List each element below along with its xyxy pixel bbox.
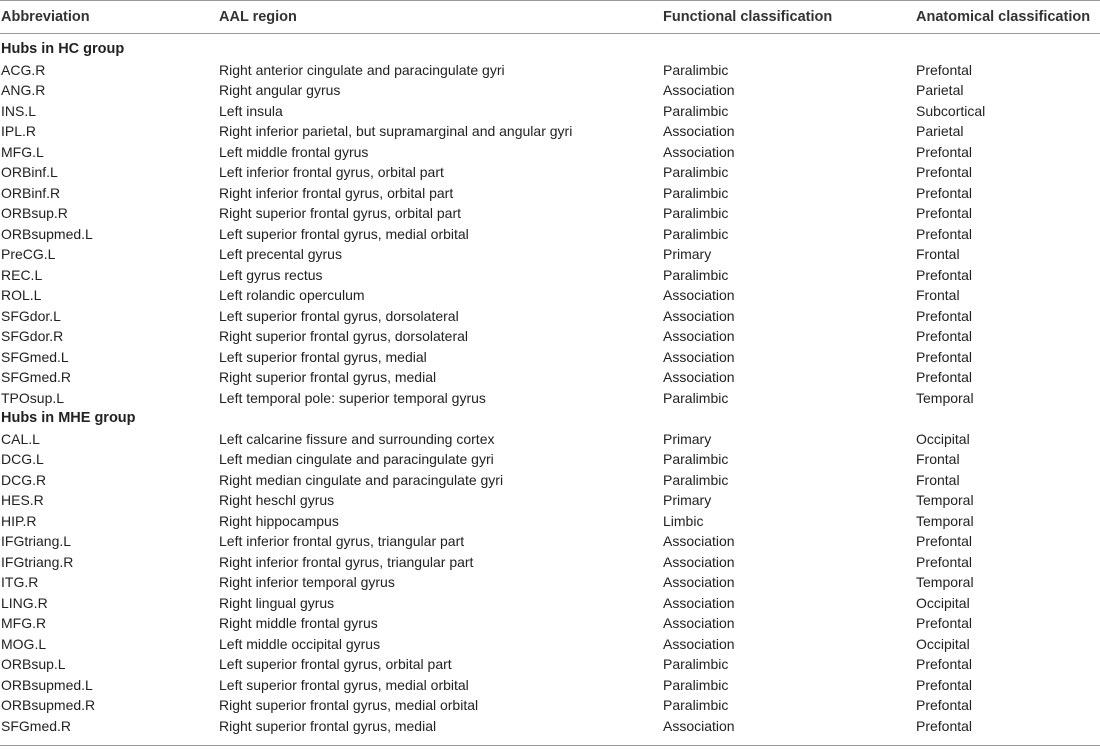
cell-abbreviation: ORBsupmed.R: [1, 697, 96, 713]
table-row: [0, 449, 1100, 470]
cell-functional-class: Paralimbic: [663, 697, 729, 713]
cell-aal-region: Left precental gyrus: [219, 246, 342, 262]
table-row: [0, 60, 1100, 81]
table-row: [0, 203, 1100, 224]
cell-anatomical-class: Occipital: [916, 430, 970, 447]
table-row: [0, 388, 1100, 409]
cell-functional-class: Paralimbic: [663, 656, 729, 672]
cell-anatomical-class: Parietal: [916, 123, 964, 139]
cell-aal-region: Left rolandic operculum: [219, 287, 365, 303]
cell-aal-region: Right heschl gyrus: [219, 492, 335, 508]
table-row: [0, 306, 1100, 327]
cell-abbreviation: MOG.L: [1, 635, 47, 652]
cell-functional-class: Association: [663, 717, 735, 734]
cell-abbreviation: SFGmed.L: [1, 348, 69, 365]
cell-aal-region: Right inferior temporal gyrus: [219, 574, 395, 590]
header-functional-classification: Functional classification: [663, 9, 833, 25]
cell-abbreviation: LING.R: [1, 594, 48, 611]
table-row: [0, 121, 1100, 142]
cell-aal-region: Right superior frontal gyrus, medial: [219, 369, 437, 385]
cell-aal-region: Right lingual gyrus: [219, 594, 335, 611]
cell-anatomical-class: Prefontal: [916, 615, 973, 631]
cell-aal-region: Left superior frontal gyrus, medial orbital: [219, 225, 469, 242]
cell-anatomical-class: Prefontal: [916, 697, 973, 713]
table-row: [0, 531, 1100, 552]
cell-anatomical-class: Prefontal: [916, 184, 973, 201]
cell-anatomical-class: Parietal: [916, 82, 964, 98]
cell-aal-region: Right superior frontal gyrus, medial orbital: [219, 697, 479, 713]
cell-abbreviation: SFGmed.R: [1, 717, 72, 734]
cell-functional-class: Paralimbic: [663, 471, 729, 488]
table-row: [0, 470, 1100, 491]
cell-abbreviation: ACG.R: [1, 61, 46, 78]
cell-functional-class: Paralimbic: [663, 225, 729, 242]
cell-functional-class: Association: [663, 143, 735, 160]
table-row: [0, 572, 1100, 593]
cell-abbreviation: DCG.L: [1, 451, 44, 467]
table-row: [0, 716, 1100, 737]
cell-abbreviation: IFGtriang.L: [1, 533, 72, 549]
cell-abbreviation: ANG.R: [1, 82, 46, 98]
table-row: [0, 654, 1100, 675]
cell-abbreviation: INS.L: [1, 102, 37, 119]
cell-abbreviation: ORBinf.L: [1, 164, 58, 180]
table-row: [0, 183, 1100, 204]
cell-functional-class: Association: [663, 615, 735, 631]
cell-anatomical-class: Prefontal: [916, 225, 973, 242]
table-row: [0, 511, 1100, 532]
table-row: [0, 695, 1100, 716]
cell-aal-region: Left middle frontal gyrus: [219, 143, 369, 160]
cell-aal-region: Right hippocampus: [219, 512, 339, 529]
cell-abbreviation: TPOsup.L: [1, 389, 65, 406]
cell-anatomical-class: Frontal: [916, 287, 960, 303]
table-row: [0, 80, 1100, 101]
table-row: [0, 347, 1100, 368]
cell-anatomical-class: Prefontal: [916, 164, 973, 180]
cell-aal-region: Right inferior frontal gyrus, orbital part: [219, 184, 454, 201]
cell-abbreviation: HES.R: [1, 492, 44, 508]
cell-functional-class: Paralimbic: [663, 451, 729, 467]
cell-anatomical-class: Temporal: [916, 389, 974, 406]
cell-functional-class: Paralimbic: [663, 266, 729, 283]
cell-functional-class: Limbic: [663, 512, 704, 529]
cell-aal-region: Right median cingulate and paracingulate gyri: [219, 471, 504, 488]
header-rule: [0, 33, 1100, 34]
table-row: [0, 285, 1100, 306]
cell-aal-region: Left superior frontal gyrus, medial orbital: [219, 676, 469, 693]
cell-functional-class: Association: [663, 82, 735, 98]
cell-abbreviation: DCG.R: [1, 471, 47, 488]
cell-functional-class: Paralimbic: [663, 102, 729, 119]
cell-aal-region: Left temporal pole: superior temporal gyrus: [219, 389, 486, 406]
table-row: [0, 224, 1100, 245]
cell-anatomical-class: Frontal: [916, 471, 960, 488]
cell-anatomical-class: Occipital: [916, 594, 970, 611]
cell-functional-class: Paralimbic: [663, 164, 729, 180]
cell-anatomical-class: Occipital: [916, 635, 970, 652]
cell-functional-class: Primary: [663, 430, 712, 447]
cell-aal-region: Right superior frontal gyrus, orbital part: [219, 205, 461, 221]
group-title: Hubs in MHE group: [1, 410, 136, 426]
cell-functional-class: Association: [663, 553, 735, 570]
header-anatomical-classification: Anatomical classification: [916, 9, 1091, 25]
table-row: [0, 265, 1100, 286]
cell-abbreviation: MFG.R: [1, 615, 47, 631]
cell-anatomical-class: Frontal: [916, 451, 960, 467]
cell-aal-region: Right inferior frontal gyrus, triangular part: [219, 553, 474, 570]
cell-aal-region: Right anterior cingulate and paracingulate gyri: [219, 61, 505, 78]
cell-anatomical-class: Prefontal: [916, 717, 973, 734]
cell-aal-region: Left calcarine fissure and surrounding cortex: [219, 430, 495, 447]
cell-aal-region: Right superior frontal gyrus, medial: [219, 717, 437, 734]
cell-functional-class: Paralimbic: [663, 389, 729, 406]
cell-anatomical-class: Prefontal: [916, 676, 973, 693]
cell-functional-class: Paralimbic: [663, 61, 729, 78]
cell-abbreviation: ROL.L: [1, 287, 42, 303]
cell-functional-class: Primary: [663, 246, 712, 262]
cell-functional-class: Association: [663, 348, 735, 365]
cell-functional-class: Association: [663, 307, 735, 324]
cell-functional-class: Association: [663, 369, 735, 385]
cell-aal-region: Right angular gyrus: [219, 82, 341, 98]
cell-aal-region: Right middle frontal gyrus: [219, 615, 378, 631]
cell-aal-region: Left superior frontal gyrus, medial: [219, 348, 427, 365]
cell-functional-class: Association: [663, 594, 735, 611]
group-title: Hubs in HC group: [1, 41, 125, 57]
cell-functional-class: Association: [663, 123, 735, 139]
table-top-rule: [0, 0, 1100, 1]
cell-abbreviation: SFGdor.R: [1, 328, 64, 344]
cell-anatomical-class: Prefontal: [916, 553, 973, 570]
cell-anatomical-class: Subcortical: [916, 102, 986, 119]
cell-functional-class: Paralimbic: [663, 676, 729, 693]
cell-functional-class: Association: [663, 635, 735, 652]
cell-anatomical-class: Prefontal: [916, 307, 973, 324]
table-bottom-rule: [0, 745, 1100, 746]
cell-aal-region: Left insula: [219, 102, 283, 119]
cell-aal-region: Left gyrus rectus: [219, 266, 323, 283]
cell-abbreviation: HIP.R: [1, 512, 37, 529]
cell-anatomical-class: Prefontal: [916, 328, 973, 344]
cell-abbreviation: ORBsup.L: [1, 656, 66, 672]
cell-functional-class: Association: [663, 328, 735, 344]
cell-abbreviation: ITG.R: [1, 574, 39, 590]
cell-functional-class: Paralimbic: [663, 184, 729, 201]
table-row: [0, 326, 1100, 347]
cell-anatomical-class: Temporal: [916, 574, 974, 590]
cell-abbreviation: ORBinf.R: [1, 184, 61, 201]
cell-abbreviation: PreCG.L: [1, 246, 56, 262]
cell-functional-class: Primary: [663, 492, 712, 508]
cell-functional-class: Paralimbic: [663, 205, 729, 221]
table-row: [0, 101, 1100, 122]
header-aal-region: AAL region: [219, 9, 297, 25]
cell-abbreviation: ORBsup.R: [1, 205, 68, 221]
cell-aal-region: Left middle occipital gyrus: [219, 635, 381, 652]
cell-abbreviation: IPL.R: [1, 123, 37, 139]
cell-abbreviation: ORBsupmed.L: [1, 225, 93, 242]
cell-anatomical-class: Prefontal: [916, 266, 973, 283]
cell-aal-region: Right inferior parietal, but supramarginal and angular gyri: [219, 123, 573, 139]
cell-anatomical-class: Prefontal: [916, 348, 973, 365]
cell-anatomical-class: Prefontal: [916, 369, 973, 385]
cell-functional-class: Association: [663, 574, 735, 590]
cell-abbreviation: REC.L: [1, 266, 43, 283]
table-header-row: [0, 5, 1100, 29]
table-row: [0, 244, 1100, 265]
table-row: [0, 675, 1100, 696]
cell-aal-region: Left inferior frontal gyrus, triangular part: [219, 533, 465, 549]
table-row: [0, 593, 1100, 614]
cell-abbreviation: IFGtriang.R: [1, 553, 74, 570]
cell-aal-region: Left superior frontal gyrus, orbital part: [219, 656, 452, 672]
table-row: [0, 367, 1100, 388]
cell-aal-region: Left inferior frontal gyrus, orbital part: [219, 164, 444, 180]
cell-functional-class: Association: [663, 533, 735, 549]
cell-anatomical-class: Temporal: [916, 512, 974, 529]
cell-anatomical-class: Frontal: [916, 246, 960, 262]
cell-anatomical-class: Prefontal: [916, 533, 973, 549]
cell-abbreviation: SFGdor.L: [1, 307, 61, 324]
cell-aal-region: Right superior frontal gyrus, dorsolateral: [219, 328, 469, 344]
table-row: [0, 634, 1100, 655]
cell-abbreviation: CAL.L: [1, 430, 40, 447]
table-row: [0, 552, 1100, 573]
cell-anatomical-class: Prefontal: [916, 143, 973, 160]
table-row: [0, 429, 1100, 450]
cell-abbreviation: MFG.L: [1, 143, 44, 160]
header-abbreviation: Abbreviation: [1, 9, 90, 25]
cell-functional-class: Association: [663, 287, 735, 303]
cell-anatomical-class: Prefontal: [916, 61, 973, 78]
cell-aal-region: Left superior frontal gyrus, dorsolateral: [219, 307, 459, 324]
cell-abbreviation: SFGmed.R: [1, 369, 72, 385]
table-row: [0, 613, 1100, 634]
cell-anatomical-class: Temporal: [916, 492, 974, 508]
cell-aal-region: Left median cingulate and paracingulate gyri: [219, 451, 494, 467]
table-row: [0, 162, 1100, 183]
cell-abbreviation: ORBsupmed.L: [1, 676, 93, 693]
cell-anatomical-class: Prefontal: [916, 205, 973, 221]
table-row: [0, 142, 1100, 163]
table-row: [0, 490, 1100, 511]
cell-anatomical-class: Prefontal: [916, 656, 973, 672]
